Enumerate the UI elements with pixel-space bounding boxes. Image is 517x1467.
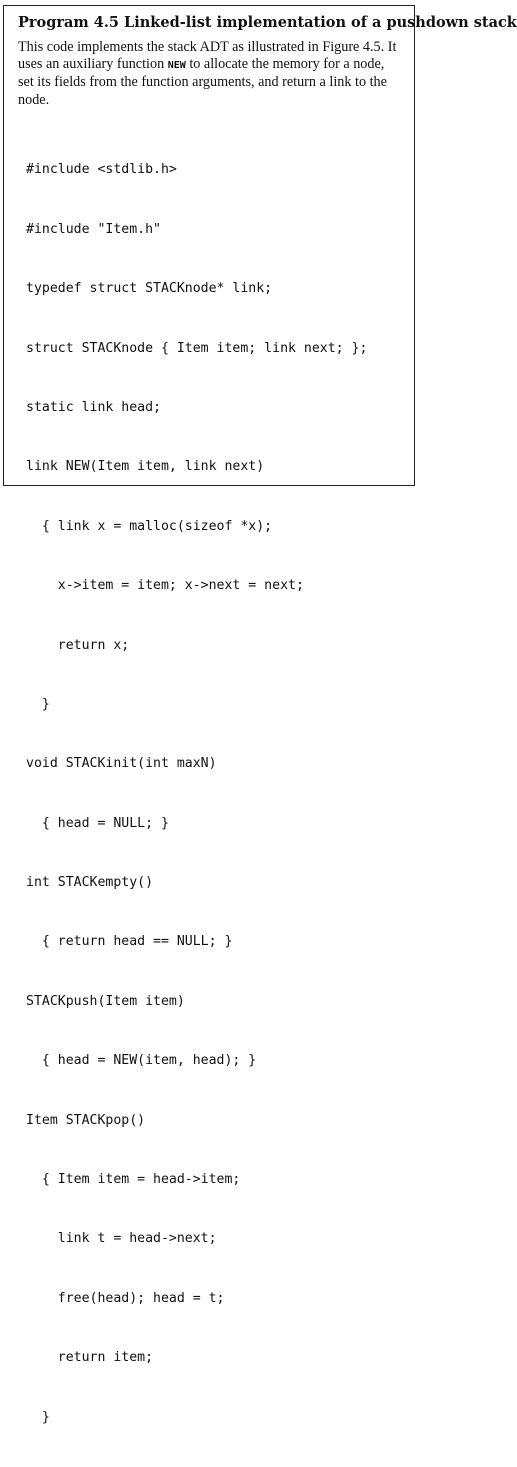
- code-line: link NEW(Item item, link next): [26, 459, 265, 475]
- description-text-before: This code implements the stack ADT as illustrated in Figure 4.5. It uses an auxiliary function: [18, 39, 397, 73]
- code-line: Item STACKpop(): [26, 1112, 146, 1128]
- code-line: { head = NEW(item, head); }: [26, 1053, 257, 1069]
- code-line: x->item = item; x->next = next;: [26, 578, 304, 594]
- code-line: int STACKempty(): [26, 875, 154, 891]
- code-line: }: [26, 696, 50, 712]
- code-line: STACKpush(Item item): [26, 993, 185, 1009]
- code-line: static link head;: [26, 399, 161, 415]
- program-box: [3, 5, 517, 1425]
- code-line: #include "Item.h": [26, 221, 161, 237]
- description-text-after: to allocate the memory for a node, set its fields from the function arguments, and return a link to the node.: [18, 56, 387, 108]
- program-description: [18, 39, 402, 109]
- code-line: void STACKinit(int maxN): [26, 756, 217, 772]
- description-inline-code: NEW: [167, 60, 186, 72]
- code-line: return item;: [26, 1350, 154, 1366]
- code-line: struct STACKnode { Item item; link next; };: [26, 340, 368, 356]
- code-line: link t = head->next;: [26, 1231, 217, 1247]
- code-line: free(head); head = t;: [26, 1290, 225, 1306]
- code-line: }: [26, 1409, 50, 1425]
- program-title: Program 4.5 Linked-list implementation of a pushdown stack: [18, 14, 517, 31]
- code-line: typedef struct STACKnode* link;: [26, 281, 273, 297]
- code-line: #include <stdlib.h>: [26, 162, 177, 178]
- code-line: { return head == NULL; }: [26, 934, 233, 950]
- code-line: { link x = malloc(sizeof *x);: [26, 518, 273, 534]
- code-line: return x;: [26, 637, 130, 653]
- code-line: { head = NULL; }: [26, 815, 169, 831]
- code-block: [26, 121, 402, 1467]
- code-line: { Item item = head->item;: [26, 1172, 241, 1188]
